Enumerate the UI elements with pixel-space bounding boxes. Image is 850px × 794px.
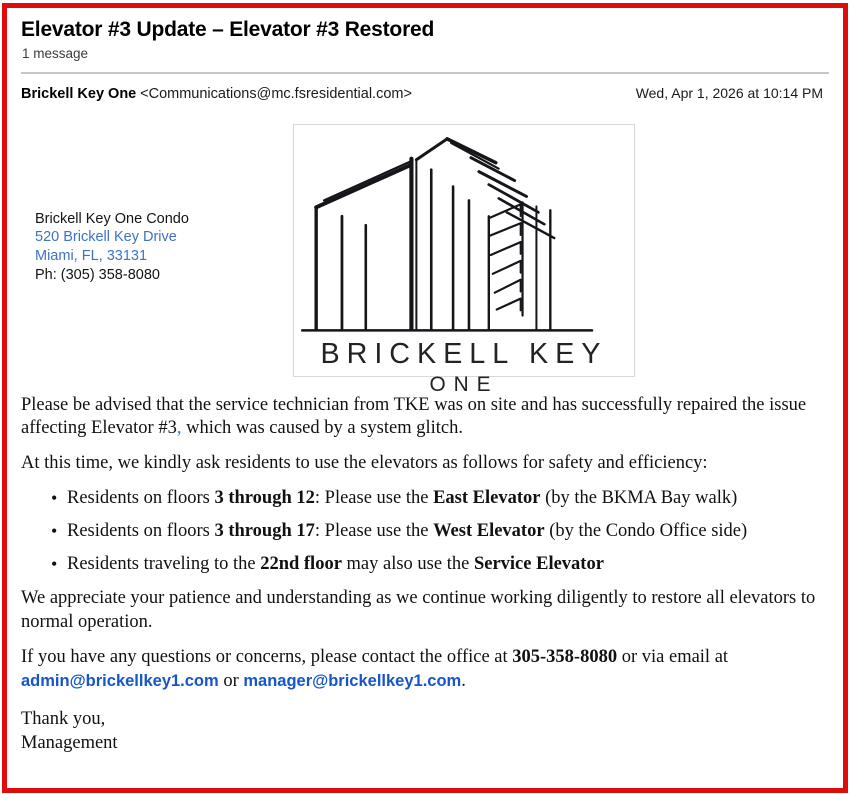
signature-address <box>35 210 189 285</box>
signature-street[interactable]: 520 Brickell Key Drive <box>35 229 177 246</box>
building-line-art-icon <box>294 125 634 396</box>
email-timestamp: Wed, Apr 1, 2026 at 10:14 PM <box>635 84 823 101</box>
page-title: Elevator #3 Update – Elevator #3 Restored <box>21 18 435 41</box>
paragraph-repair-notice: Please be advised that the service technician from TKE was on site and has successfully repaired the issue affecting Elevator #3, which was caused by a system glitch. <box>21 394 807 438</box>
sender-name: Brickell Key One <box>21 85 137 102</box>
header-divider <box>21 72 829 74</box>
signoff-line-2: Management <box>21 733 118 754</box>
sender-info <box>21 85 412 102</box>
sender-row <box>21 85 829 102</box>
signoff <box>21 707 829 755</box>
brickell-key-one-logo <box>293 124 635 396</box>
list-item: • Residents traveling to the 22nd floor may also use the Service Elevator <box>51 554 604 575</box>
signature-phone: Ph: (305) 358-8080 <box>35 266 160 283</box>
list-item: • Residents on floors 3 through 17: Please use the West Elevator (by the Condo Office side) <box>51 521 748 542</box>
signoff-line-1: Thank you, <box>21 709 106 730</box>
paragraph-instructions-intro: At this time, we kindly ask residents to use the elevators as follows for safety and efficiency: <box>21 453 708 474</box>
message-count: 1 message <box>22 45 89 61</box>
sender-email[interactable]: <Communications@mc.fsresidential.com> <box>140 85 412 102</box>
list-item: • Residents on floors 3 through 12: Please use the East Elevator (by the BKMA Bay walk) <box>51 487 738 508</box>
email-link-manager[interactable]: manager@brickellkey1.com <box>243 671 462 690</box>
email-content <box>7 8 843 788</box>
red-border-frame <box>2 3 848 793</box>
letterhead <box>21 124 829 396</box>
bullet-icon: • <box>51 521 58 542</box>
bullet-icon: • <box>51 487 58 508</box>
signature-city-state-zip[interactable]: Miami, FL, 33131 <box>35 247 148 264</box>
elevator-instructions-list <box>21 487 829 576</box>
email-link-admin[interactable]: admin@brickellkey1.com <box>21 671 219 690</box>
logo-wordmark-bottom: ONE <box>429 372 499 396</box>
bullet-icon: • <box>51 554 58 575</box>
signature-org: Brickell Key One Condo <box>35 210 189 227</box>
email-body <box>21 394 829 756</box>
paragraph-appreciation: We appreciate your patience and understanding as we continue working diligently to restore all elevators to normal operation. <box>21 588 816 632</box>
paragraph-contact: If you have any questions or concerns, please contact the office at 305-358-8080 or via email at admin@brickellkey1.com or manager@brickellkey1.com. <box>21 647 729 691</box>
logo-wordmark-top: BRICKELL KEY <box>320 337 608 370</box>
office-phone: 305-358-8080 <box>512 647 618 668</box>
